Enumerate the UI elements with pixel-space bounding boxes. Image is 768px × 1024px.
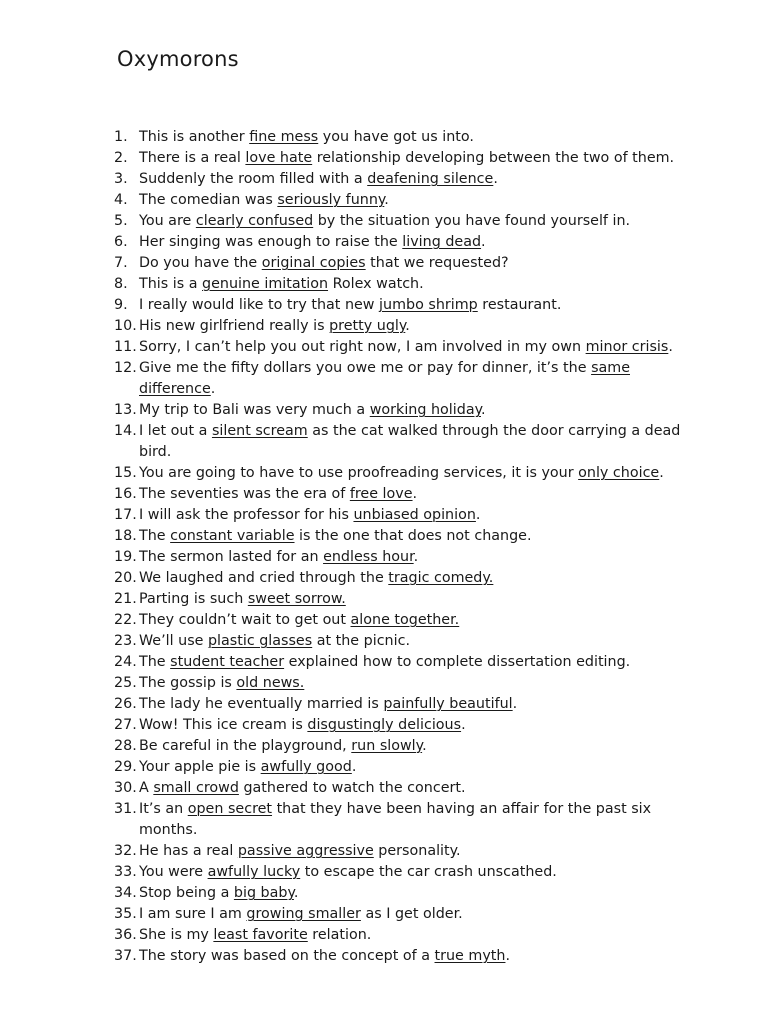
oxymoron-phrase: only choice [578, 465, 660, 481]
item-number: 11. [114, 339, 137, 355]
sentence-text: relation. [307, 927, 372, 943]
sentence-text: Suddenly the room filled with a [139, 171, 368, 187]
sentence-text: . [412, 486, 418, 502]
list-item [114, 358, 699, 400]
sentence-list [114, 127, 714, 967]
list-item [114, 883, 714, 904]
item-number: 14. [114, 423, 137, 439]
list-item [114, 337, 714, 358]
list-item [114, 694, 714, 715]
list-item [114, 526, 714, 547]
item-number: 8. [114, 276, 128, 292]
item-number: 1. [114, 129, 128, 145]
list-item [114, 232, 714, 253]
sentence-text: . [481, 234, 486, 250]
sentence-text: We laughed and cried through the [139, 570, 389, 586]
sentence-text: . [210, 381, 216, 397]
sentence-text: gathered to watch the concert. [238, 780, 466, 796]
sentence-text: . [293, 885, 299, 901]
sentence-text: We’ll use [139, 633, 208, 649]
sentence-text: . [493, 171, 498, 187]
list-item [114, 421, 699, 463]
sentence-text: Be careful in the playground, [139, 738, 352, 754]
list-item [114, 799, 699, 841]
list-item [114, 295, 714, 316]
sentence-text: My trip to Bali was very much a [139, 402, 370, 418]
sentence-text: . [505, 948, 511, 964]
oxymoron-phrase: student teacher [170, 654, 285, 670]
oxymoron-phrase: awfully good [260, 759, 352, 775]
sentence-text: . [405, 318, 410, 334]
item-number: 21. [114, 591, 137, 607]
page-title: Oxymorons [117, 47, 239, 71]
oxymoron-phrase: disgustingly delicious [307, 717, 462, 733]
sentence-text: you have got us into. [318, 129, 474, 145]
sentence-text: . [512, 696, 518, 712]
item-number: 12. [114, 360, 137, 376]
sentence-text: is the one that does not change. [294, 528, 532, 544]
sentence-text: The [139, 528, 171, 544]
sentence-text: restaurant. [477, 297, 562, 313]
sentence-text: This is a [139, 276, 203, 292]
oxymoron-phrase: constant variable [170, 528, 295, 544]
oxymoron-phrase: free love [349, 486, 413, 502]
list-item [114, 757, 714, 778]
sentence-text: . [351, 759, 357, 775]
oxymoron-phrase: same difference [139, 360, 630, 397]
oxymoron-phrase: run slowly [351, 738, 423, 754]
item-number: 4. [114, 192, 128, 208]
list-item [114, 169, 714, 190]
oxymoron-phrase: fine mess [249, 129, 319, 145]
oxymoron-phrase: minor crisis [585, 339, 669, 355]
sentence-text: The gossip is [139, 675, 237, 691]
sentence-text: personality. [373, 843, 461, 859]
list-item [114, 547, 714, 568]
sentence-text: Do you have the [139, 255, 262, 271]
item-number: 20. [114, 570, 137, 586]
sentence-text: The [139, 654, 171, 670]
sentence-text: You are going to have to use proofreading services, it is your [139, 465, 579, 481]
sentence-text: I let out a [139, 423, 212, 439]
list-item [114, 610, 714, 631]
list-item [114, 484, 714, 505]
item-number: 6. [114, 234, 128, 250]
list-item [114, 673, 714, 694]
sentence-text: . [668, 339, 673, 355]
oxymoron-phrase: original copies [261, 255, 366, 271]
list-item [114, 778, 714, 799]
list-item [114, 253, 714, 274]
item-number: 24. [114, 654, 137, 670]
list-item [114, 148, 714, 169]
item-number: 15. [114, 465, 137, 481]
item-number: 26. [114, 696, 137, 712]
list-item [114, 274, 714, 295]
item-number: 33. [114, 864, 137, 880]
oxymoron-phrase: unbiased opinion [353, 507, 476, 523]
sentence-text: . [475, 507, 481, 523]
item-number: 10. [114, 318, 137, 334]
sentence-text: as I get older. [360, 906, 463, 922]
list-item [114, 652, 714, 673]
sentence-text: There is a real [139, 150, 246, 166]
sentence-text: The story was based on the concept of a [139, 948, 435, 964]
oxymoron-phrase: growing smaller [246, 906, 361, 922]
item-number: 35. [114, 906, 137, 922]
sentence-text: Your apple pie is [139, 759, 261, 775]
sentence-text: This is another [139, 129, 250, 145]
oxymoron-phrase: least favorite [213, 927, 308, 943]
list-item [114, 505, 714, 526]
oxymoron-phrase: love hate [245, 150, 313, 166]
item-number: 31. [114, 801, 137, 817]
list-item [114, 736, 714, 757]
list-item [114, 316, 714, 337]
item-number: 18. [114, 528, 137, 544]
sentence-text: I will ask the professor for his [139, 507, 354, 523]
sentence-text: The lady he eventually married is [139, 696, 384, 712]
sentence-text: I am sure I am [139, 906, 247, 922]
item-number: 25. [114, 675, 137, 691]
list-item [114, 715, 714, 736]
item-number: 7. [114, 255, 128, 271]
sentence-text: His new girlfriend really is [139, 318, 330, 334]
oxymoron-phrase: silent scream [211, 423, 308, 439]
list-item [114, 946, 714, 967]
sentence-text: that we requested? [365, 255, 509, 271]
sentence-text: The seventies was the era of [139, 486, 350, 502]
item-number: 9. [114, 297, 128, 313]
oxymoron-phrase: true myth [434, 948, 506, 964]
list-item [114, 904, 714, 925]
oxymoron-phrase: genuine imitation [202, 276, 329, 292]
oxymoron-phrase: sweet sorrow. [247, 591, 346, 607]
sentence-text: You are [139, 213, 196, 229]
oxymoron-phrase: jumbo shrimp [379, 297, 478, 313]
list-item [114, 127, 714, 148]
sentence-text: A [139, 780, 154, 796]
list-item [114, 862, 714, 883]
item-number: 29. [114, 759, 137, 775]
sentence-text: to escape the car crash unscathed. [300, 864, 557, 880]
sentence-text: relationship developing between the two of them. [312, 150, 675, 166]
sentence-text: Parting is such [139, 591, 248, 607]
sentence-text: You were [139, 864, 208, 880]
sentence-text: The sermon lasted for an [139, 549, 324, 565]
list-item [114, 211, 714, 232]
sentence-text: Wow! This ice cream is [139, 717, 308, 733]
sentence-text: by the situation you have found yourself in. [313, 213, 631, 229]
oxymoron-phrase: old news. [236, 675, 305, 691]
oxymoron-phrase: living dead [402, 234, 482, 250]
oxymoron-phrase: painfully beautiful [383, 696, 513, 712]
sentence-text: I really would like to try that new [139, 297, 380, 313]
sentence-text: . [659, 465, 664, 481]
list-item [114, 631, 714, 652]
list-item [114, 925, 714, 946]
sentence-text: The comedian was [139, 192, 278, 208]
item-number: 19. [114, 549, 137, 565]
sentence-text: Sorry, I can’t help you out right now, I am involved in my own [139, 339, 586, 355]
item-number: 32. [114, 843, 137, 859]
oxymoron-phrase: alone together. [350, 612, 460, 628]
oxymoron-phrase: small crowd [153, 780, 239, 796]
oxymoron-phrase: plastic glasses [207, 633, 313, 649]
sentence-text: explained how to complete dissertation editing. [284, 654, 631, 670]
sentence-text: at the picnic. [312, 633, 410, 649]
sentence-text: . [481, 402, 486, 418]
oxymoron-phrase: big baby [233, 885, 294, 901]
item-number: 16. [114, 486, 137, 502]
oxymoron-phrase: working holiday [369, 402, 481, 418]
list-item [114, 190, 714, 211]
item-number: 2. [114, 150, 128, 166]
list-item [114, 568, 714, 589]
sentence-text: It’s an [139, 801, 188, 817]
item-number: 36. [114, 927, 137, 943]
sentence-text: Stop being a [139, 885, 234, 901]
oxymoron-phrase: seriously funny [277, 192, 385, 208]
sentence-text: Her singing was enough to raise the [139, 234, 403, 250]
sentence-text: as the cat walked through the door carrying a dead bird. [139, 423, 681, 460]
sentence-text: Rolex watch. [328, 276, 424, 292]
list-item [114, 841, 714, 862]
item-number: 27. [114, 717, 137, 733]
sentence-text: He has a real [139, 843, 238, 859]
oxymoron-phrase: awfully lucky [207, 864, 301, 880]
item-number: 22. [114, 612, 137, 628]
oxymoron-phrase: tragic comedy. [388, 570, 494, 586]
item-number: 13. [114, 402, 137, 418]
item-number: 23. [114, 633, 137, 649]
sentence-text: She is my [139, 927, 214, 943]
oxymoron-phrase: open secret [187, 801, 273, 817]
sentence-text: . [422, 738, 427, 754]
item-number: 5. [114, 213, 128, 229]
oxymoron-phrase: clearly confused [195, 213, 314, 229]
item-number: 37. [114, 948, 137, 964]
list-item [114, 463, 714, 484]
item-number: 30. [114, 780, 137, 796]
list-item [114, 589, 714, 610]
sentence-text: . [413, 549, 419, 565]
oxymoron-phrase: passive aggressive [237, 843, 374, 859]
sentence-text: Give me the fifty dollars you owe me or pay for dinner, it’s the [139, 360, 592, 376]
sentence-text: . [384, 192, 389, 208]
sentence-text: that they have been having an affair for the past six months. [139, 801, 652, 838]
list-item [114, 400, 714, 421]
oxymoron-phrase: deafening silence [367, 171, 494, 187]
item-number: 34. [114, 885, 137, 901]
item-number: 3. [114, 171, 128, 187]
oxymoron-phrase: pretty ugly [329, 318, 406, 334]
item-number: 28. [114, 738, 137, 754]
sentence-text: They couldn’t wait to get out [139, 612, 351, 628]
item-number: 17. [114, 507, 137, 523]
oxymoron-phrase: endless hour [323, 549, 414, 565]
sentence-text: . [461, 717, 466, 733]
